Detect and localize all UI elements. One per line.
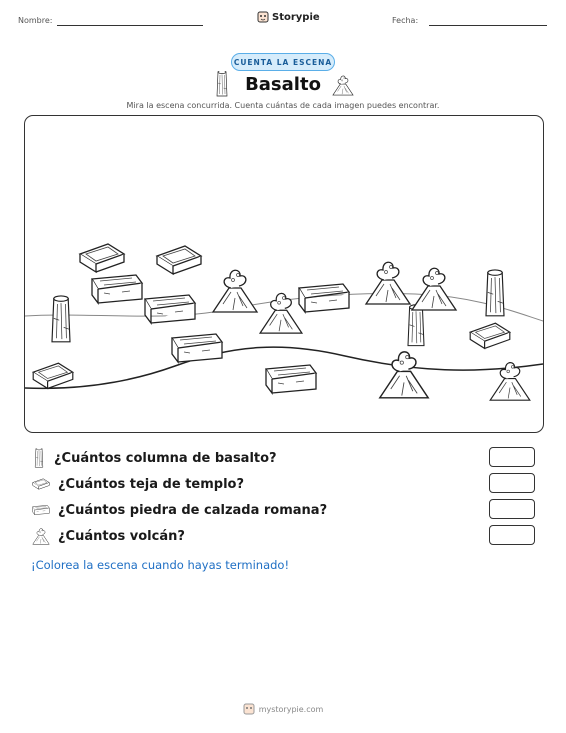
roman-road-stone-icon <box>32 503 50 517</box>
date-field[interactable] <box>429 25 547 26</box>
scene-panel <box>24 115 544 433</box>
instructions: Mira la escena concurrida. Cuenta cuántas de cada imagen puedes encontrar. <box>126 101 440 110</box>
answer-box-volcano[interactable] <box>489 525 535 545</box>
basalt-column-icon <box>212 71 232 97</box>
question-row <box>32 499 542 521</box>
question-row <box>32 447 542 469</box>
question-text: ¿Cuántos teja de templo? <box>58 476 245 492</box>
answer-box-road-stone[interactable] <box>489 499 535 519</box>
date-label: Fecha: <box>392 16 419 25</box>
closing-instruction: ¡Colorea la escena cuando hayas terminado! <box>31 558 290 572</box>
question-text: ¿Cuántos columna de basalto? <box>54 450 277 466</box>
storypie-mascot-icon <box>243 703 255 715</box>
volcano-icon <box>332 72 354 98</box>
scene-illustration <box>25 116 543 432</box>
volcano-icon <box>32 526 50 546</box>
question-row <box>32 525 542 547</box>
scene-badge: CUENTA LA ESCENA <box>231 53 335 71</box>
answer-box-basalt-column[interactable] <box>489 447 535 467</box>
brand-logo <box>257 11 320 23</box>
scene-road-stones <box>92 275 349 393</box>
footer <box>0 703 566 715</box>
question-row <box>32 473 542 495</box>
brand-name: Storypie <box>272 11 320 23</box>
answer-box-temple-tile[interactable] <box>489 473 535 493</box>
footer-site[interactable]: mystorypie.com <box>258 704 324 714</box>
name-label: Nombre: <box>18 16 53 25</box>
name-field[interactable] <box>57 25 203 26</box>
basalt-column-icon <box>32 448 46 468</box>
temple-tile-icon <box>32 477 50 491</box>
storypie-mascot-icon <box>257 11 269 23</box>
page-title: Basalto <box>245 74 321 95</box>
question-text: ¿Cuántos piedra de calzada romana? <box>58 502 328 518</box>
question-text: ¿Cuántos volcán? <box>58 528 185 544</box>
